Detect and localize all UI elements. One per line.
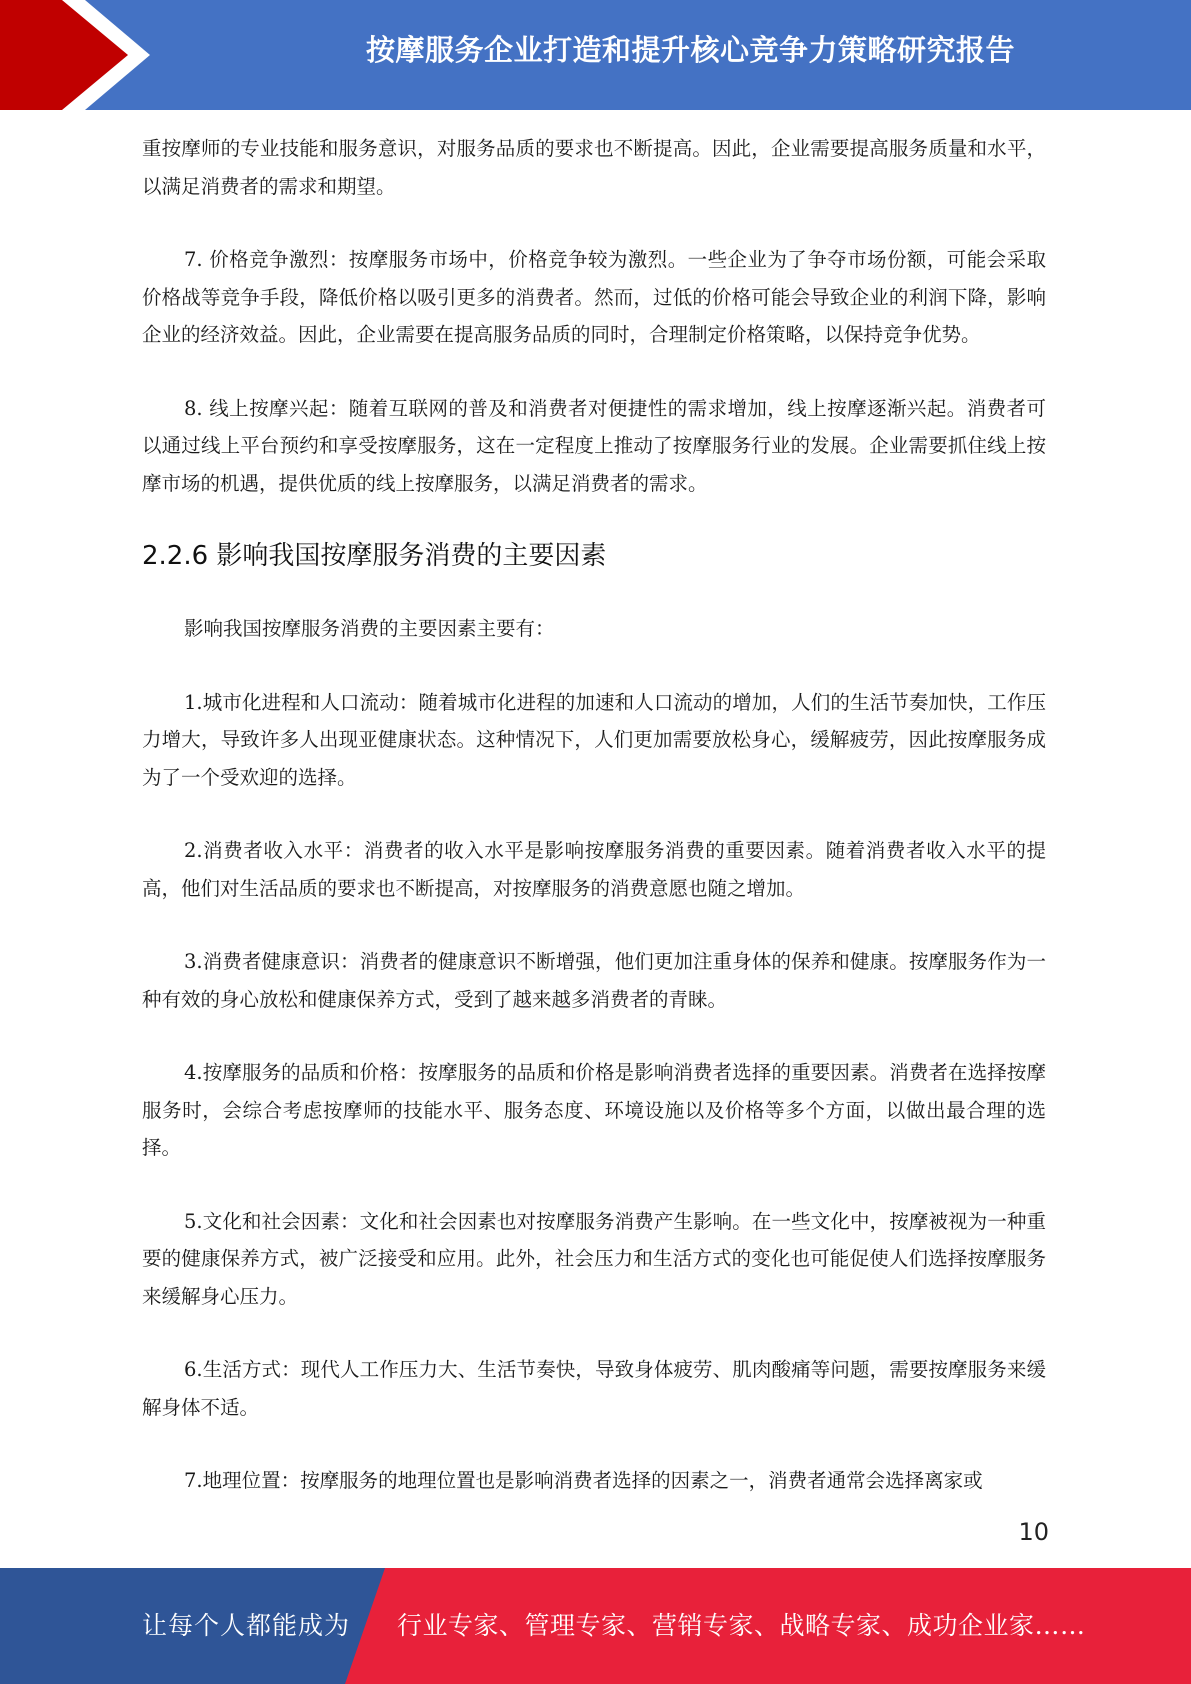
factor-paragraph-5: 5.文化和社会因素：文化和社会因素也对按摩服务消费产生影响。在一些文化中，按摩被视为一种重要的健康保养方式，被广泛接受和应用。此外，社会压力和生活方式的变化也可能促使人们选择按摩服务来缓解身心压力。	[142, 1209, 1046, 1308]
continuation-paragraph: 重按摩师的专业技能和服务意识，对服务品质的要求也不断提高。因此，企业需要提高服务质量和水平，以满足消费者的需求和期望。	[142, 137, 1046, 198]
factor-paragraph-3: 3.消费者健康意识：消费者的健康意识不断增强，他们更加注重身体的保养和健康。按摩服务作为一种有效的身心放松和健康保养方式，受到了越来越多消费者的青睐。	[142, 950, 1046, 1011]
factor-paragraph-2: 2.消费者收入水平：消费者的收入水平是影响按摩服务消费的重要因素。随着消费者收入水平的提高，他们对生活品质的要求也不断提高，对按摩服务的消费意愿也随之增加。	[142, 839, 1046, 900]
factor-paragraph-6: 6.生活方式：现代人工作压力大、生活节奏快，导致身体疲劳、肌肉酸痛等问题，需要按摩服务来缓解身体不适。	[142, 1358, 1046, 1419]
section-heading: 2.2.6 影响我国按摩服务消费的主要因素	[142, 541, 607, 571]
section-intro: 影响我国按摩服务消费的主要因素主要有：	[184, 617, 555, 640]
page-header	[0, 0, 1191, 110]
header-chevron-decoration	[0, 0, 160, 110]
footer-slogan-left: 让每个人都能成为	[142, 1611, 351, 1640]
report-title: 按摩服务企业打造和提升核心竞争力策略研究报告	[365, 33, 1015, 67]
page-body	[142, 130, 1046, 1536]
paragraph-item-7: 7. 价格竞争激烈：按摩服务市场中，价格竞争较为激烈。一些企业为了争夺市场份额，可能会采取价格战等竞争手段，降低价格以吸引更多的消费者。然而，过低的价格可能会导致企业的利润下降，影响企业的经济效益。因此，企业需要在提高服务品质的同时，合理制定价格策略，以保持竞争优势。	[142, 248, 1046, 346]
factor-paragraph-1: 1.城市化进程和人口流动：随着城市化进程的加速和人口流动的增加，人们的生活节奏加快，工作压力增大，导致许多人出现亚健康状态。这种情况下，人们更加需要放松身心，缓解疲劳，因此按摩服务成为了一个受欢迎的选择。	[142, 690, 1046, 789]
page-number: 10	[1018, 1518, 1049, 1546]
chevron-red-fill	[0, 0, 128, 110]
footer-slogan-right: 行业专家、管理专家、营销专家、战略专家、成功企业家……	[397, 1611, 1086, 1640]
page-footer	[0, 1568, 1191, 1684]
paragraph-item-8: 8. 线上按摩兴起：随着互联网的普及和消费者对便捷性的需求增加，线上按摩逐渐兴起。消费者可以通过线上平台预约和享受按摩服务，这在一定程度上推动了按摩服务行业的发展。企业需要抓住线上按摩市场的机遇，提供优质的线上按摩服务，以满足消费者的需求。	[142, 396, 1046, 495]
factor-paragraph-7: 7.地理位置：按摩服务的地理位置也是影响消费者选择的因素之一，消费者通常会选择离家或	[184, 1469, 983, 1492]
factor-paragraph-4: 4.按摩服务的品质和价格：按摩服务的品质和价格是影响消费者选择的重要因素。消费者在选择按摩服务时，会综合考虑按摩师的技能水平、服务态度、环境设施以及价格等多个方面，以做出最合理的选择。	[142, 1061, 1046, 1159]
